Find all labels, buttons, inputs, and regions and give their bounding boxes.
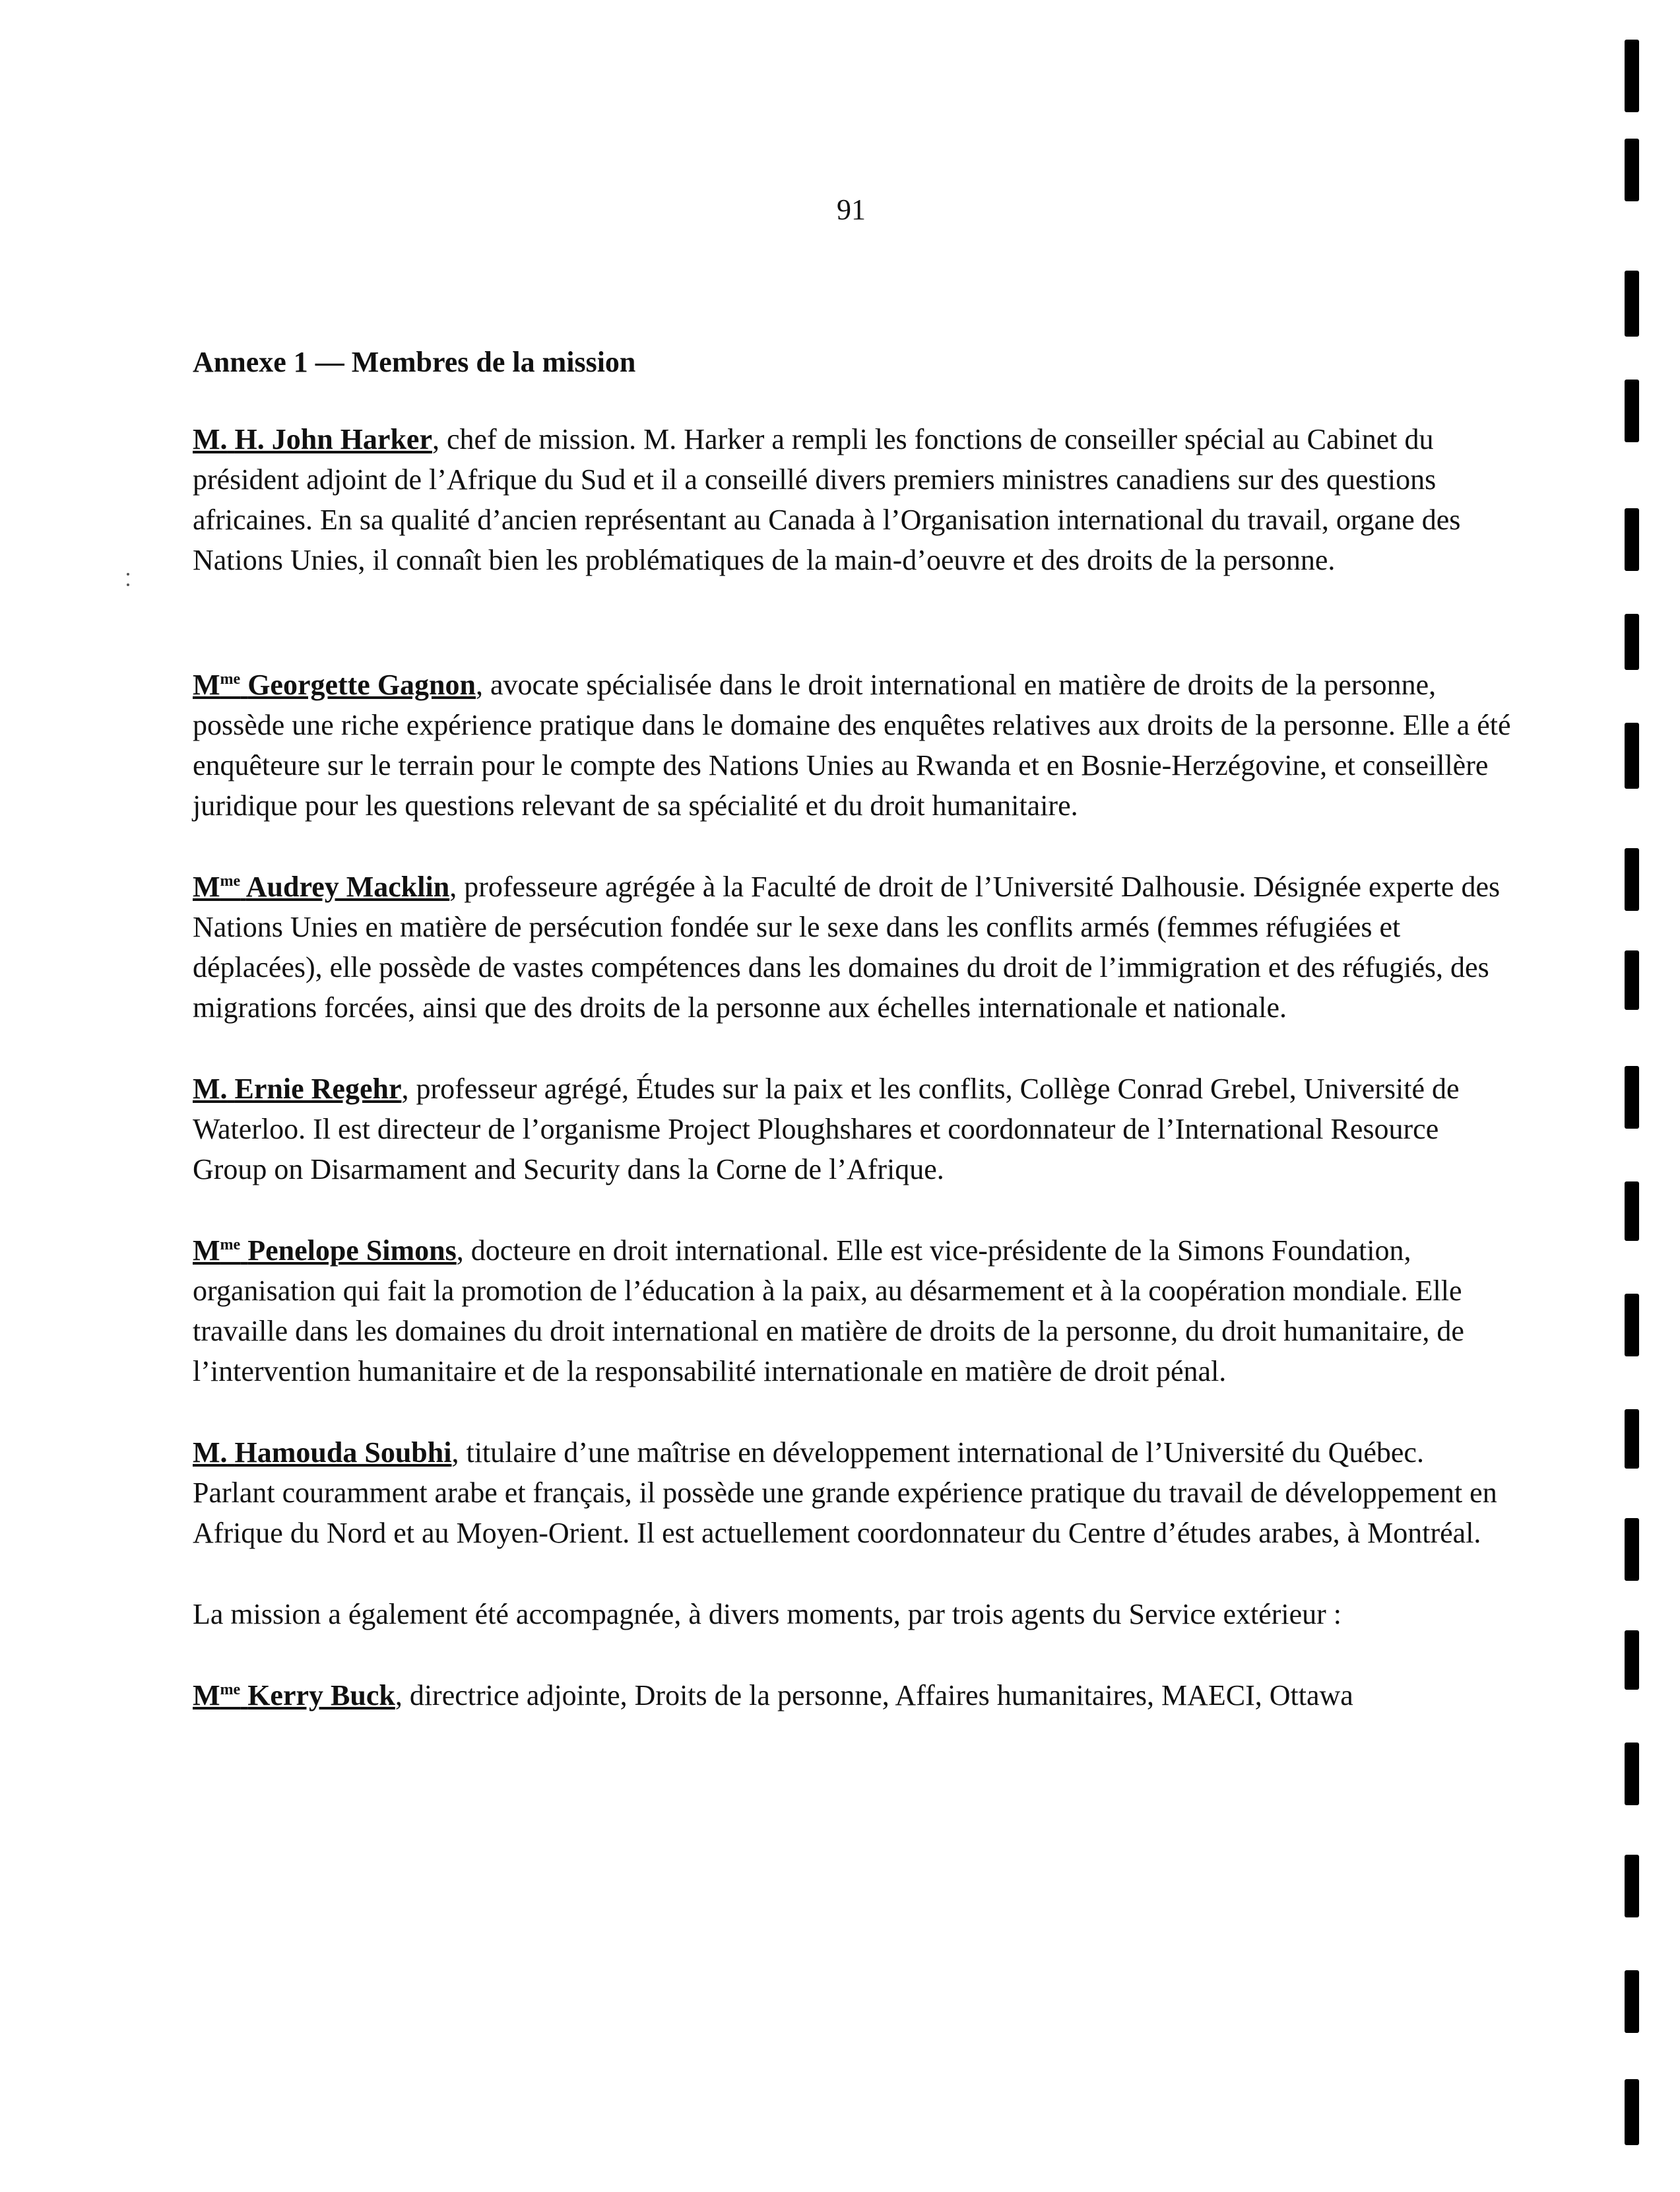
binding-mark [1625,139,1639,201]
staff-entry-buck [193,1675,1512,1715]
binding-mark [1625,1970,1639,2033]
member-entry-harker [193,419,1512,580]
member-description-gagnon: , avocate spécialisée dans le droit international en matière de droits de la personne, possède une riche expérience pratique dans le domaine des enquêtes relatives aux droits de la personne. Elle a été enquêteure sur le terrain pour le compte des Nations Unies au Rwanda et en Bosnie-Herzégovine, et conseillère juridique pour les questions relevant de sa spécialité et du droit humanitaire. [193,669,1511,822]
member-entry-macklin [193,867,1512,1028]
staff-name-buck: $M^{me}$ Kerry Buck [193,1679,395,1712]
binding-mark [1625,1630,1639,1690]
binding-mark [1625,271,1639,337]
member-name-simons: $M^{me}$ Penelope Simons [193,1234,457,1267]
binding-mark [1625,2079,1639,2145]
member-entry-regehr [193,1069,1512,1189]
accompaniment-note: La mission a également été accompagnée, à divers moments, par trois agents du Service extérieur : [193,1598,1342,1631]
binding-mark [1625,1518,1639,1581]
document-body [193,343,1512,1756]
page-number: 91 [837,193,866,226]
scan-speck [127,573,129,576]
binding-mark [1625,1855,1639,1917]
member-description-macklin: , professeure agrégée à la Faculté de droit de l’Université Dalhousie. Désignée experte des Nations Unies en matière de persécution fondée sur le sexe dans les conflits armés (femmes réfugiées et déplacées), elle possède de vastes compétences dans les domaines du droit de l’immigration et des réfugiés, des migrations forcées, ainsi que des droits de la personne aux échelles internationale et nationale. [193,871,1501,1024]
member-entry-soubhi [193,1432,1512,1553]
staff-description-buck: , directrice adjointe, Droits de la personne, Affaires humanitaires, MAECI, Ottawa [395,1679,1353,1712]
binding-mark [1625,614,1639,670]
binding-mark [1625,950,1639,1010]
member-name-regehr: M. Ernie Regehr [193,1073,402,1106]
member-entry-simons [193,1230,1512,1391]
scan-speck [127,583,129,586]
member-entry-gagnon [193,665,1512,826]
binding-mark [1625,380,1639,442]
member-name-soubhi: M. Hamouda Soubhi [193,1436,452,1469]
member-name-gagnon: $M^{me}$ Georgette Gagnon [193,669,476,702]
binding-mark [1625,40,1639,112]
member-name-harker: M. H. John Harker [193,423,432,456]
binding-mark [1625,1066,1639,1129]
member-name-macklin: $M^{me}$ Audrey Macklin [193,871,450,904]
binding-hole-strip [1625,0,1651,2192]
binding-mark [1625,1294,1639,1356]
binding-mark [1625,848,1639,911]
member-description-harker: , chef de mission. M. Harker a rempli les fonctions de conseiller spécial au Cabinet du président adjoint de l’Afrique du Sud et il a conseillé divers premiers ministres canadiens sur des questions africaines. En sa qualité d’ancien représentant au Canada à l’Organisation international du travail, organe des Nations Unies, il connaît bien les problématiques de la main-d’oeuvre et des droits de la personne. [193,423,1461,577]
annex-title: Annexe 1 — Membres de la mission [193,346,636,378]
member-description-soubhi: , titulaire d’une maîtrise en développement international de l’Université du Québec. Parlant couramment arabe et français, il possède une grande expérience pratique du travail de développement en Afrique du Nord et au Moyen-Orient. Il est actuellement coordonnateur du Centre d’études arabes, à Montréal. [193,1436,1497,1550]
binding-mark [1625,1181,1639,1241]
binding-mark [1625,1743,1639,1805]
binding-mark [1625,1409,1639,1469]
member-description-simons: , docteure en droit international. Elle est vice-présidente de la Simons Foundation, organisation qui fait la promotion de l’éducation à la paix, au désarmement et à la coopération mondiale. Elle travaille dans les domaines du droit international en matière de droits de la personne, du droit humanitaire, de l’intervention humanitaire et de la responsabilité internationale en matière de droit pénal. [193,1234,1464,1388]
member-description-regehr: , professeur agrégé, Études sur la paix et les conflits, Collège Conrad Grebel, Université de Waterloo. Il est directeur de l’organisme Project Ploughshares et coordonnateur de l’International Resource Group on Disarmament and Security dans la Corne de l’Afrique. [193,1073,1460,1186]
binding-mark [1625,508,1639,571]
binding-mark [1625,723,1639,789]
